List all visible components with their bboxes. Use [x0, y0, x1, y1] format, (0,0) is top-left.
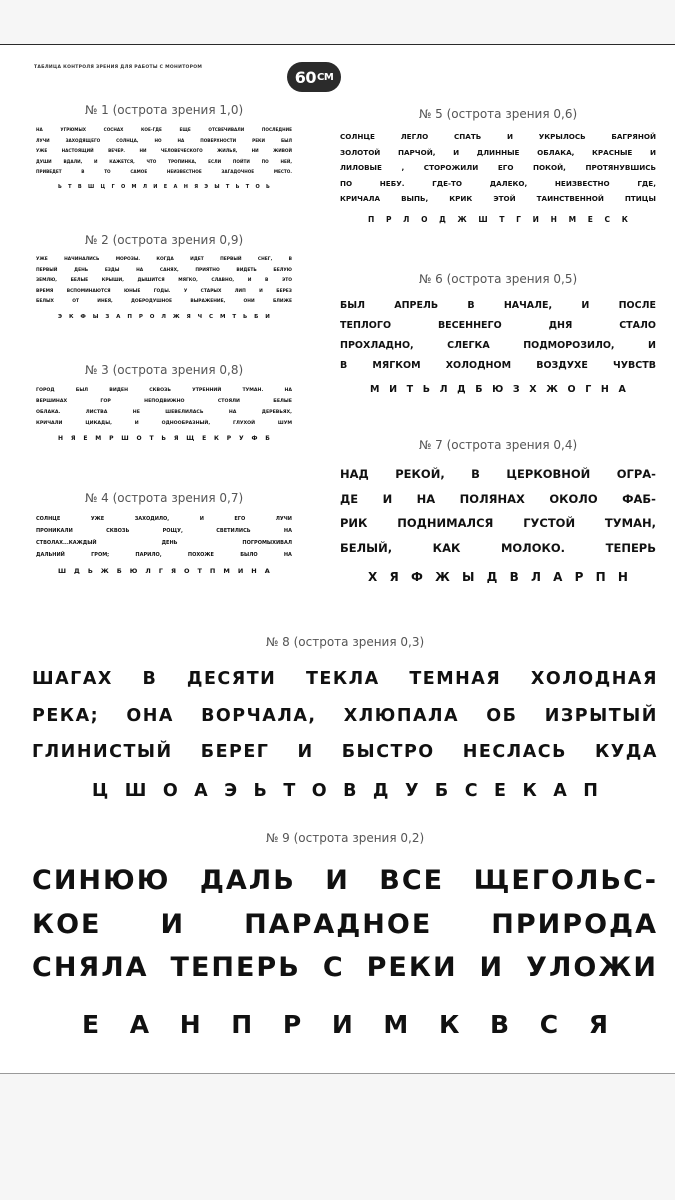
test-letter: А [129, 1009, 150, 1039]
test-letter: Ш [58, 567, 67, 575]
test-letter: Т [499, 214, 505, 224]
section-4 [36, 491, 292, 575]
text-line: СИНЮЮ ДАЛЬ И ВСЕ ЩЕГОЛЬС- [32, 865, 658, 896]
test-letter: Т [406, 384, 414, 395]
test-letter: Д [372, 780, 389, 801]
test-letter: Ь [243, 313, 248, 320]
test-letter: М [131, 183, 137, 190]
test-letter: Ц [100, 183, 106, 190]
test-letter: Э [204, 183, 209, 190]
test-letter: Ж [100, 567, 109, 575]
test-letter: Р [109, 435, 114, 442]
text-line: БЫЛ АПРЕЛЬ В НАЧАЛЕ, И ПОСЛЕ [340, 300, 656, 311]
text-line: СОЛНЦЕ ЛЕГЛО СПАТЬ И УКРЫЛОСЬ БАГРЯНОЙ [340, 132, 656, 141]
test-letter: Т [232, 313, 237, 320]
test-letter: Б [475, 384, 483, 395]
test-letter: Ч [197, 313, 203, 320]
section-9 [32, 831, 658, 1039]
test-letter: Б [254, 313, 259, 320]
test-letter: Ж [457, 214, 467, 224]
test-letter: Я [170, 567, 176, 575]
test-letter: Л [142, 183, 147, 190]
test-letter: Ь [253, 780, 267, 801]
test-letter: И [237, 567, 244, 575]
section-5 [340, 107, 656, 224]
test-letter: Н [617, 570, 628, 584]
test-letter: Ж [172, 313, 180, 320]
test-letter: Ь [235, 183, 240, 190]
test-letter: Н [179, 1009, 201, 1039]
test-letter: В [490, 1009, 510, 1039]
reading-paragraph [36, 255, 292, 308]
section-3 [36, 363, 292, 442]
test-letter: Е [83, 435, 88, 442]
letter-row [340, 215, 656, 224]
test-letter: Ь [422, 384, 431, 395]
section-heading: № 1 (острота зрения 1,0) [84, 103, 244, 117]
text-line: СТВОЛАХ...КАЖДЫЙ ДЕНЬ ПОГРОМЫХИВАЛ [36, 540, 292, 546]
test-letter: С [464, 780, 478, 801]
test-letter: Ы [462, 570, 475, 584]
letter-row [32, 1010, 658, 1039]
test-letter: О [421, 214, 428, 224]
section-2 [36, 233, 292, 320]
test-letter: Ш [478, 214, 488, 224]
test-letter: Ы [92, 313, 99, 320]
test-letter: Б [265, 435, 270, 442]
distance-unit: СМ [316, 71, 334, 83]
test-letter: В [343, 780, 357, 801]
test-letter: Н [183, 183, 188, 190]
letter-row [340, 570, 656, 584]
text-line: ВРЕМЯ ВСПОМИНАЮТСЯ ЮНЫЕ ГОДЫ. У СТАРЫХ ЛИП И БЕРЕЗ [36, 288, 292, 294]
text-line: НАД РЕКОЙ, В ЦЕРКОВНОЙ ОГРА- [340, 467, 656, 481]
section-7 [340, 438, 656, 584]
text-line: УЖЕ НАЧИНАЛИСЬ МОРОЗЫ. КОГДА ИДЕТ ПЕРВЫЙ СНЕГ, В [36, 257, 292, 262]
test-letter: Т [197, 567, 202, 575]
test-letter: А [553, 570, 563, 584]
letter-row [36, 435, 292, 442]
vision-chart-sheet [0, 44, 675, 1074]
test-letter: Г [585, 384, 592, 395]
test-letter: И [265, 313, 270, 320]
test-letter: А [116, 313, 121, 320]
text-line: В МЯГКОМ ХОЛОДНОМ ВОЗДУХЕ ЧУВСТВ [340, 360, 656, 371]
test-letter: Г [516, 214, 521, 224]
text-line: ГЛИНИСТЫЙ БЕРЕГ И БЫСТРО НЕСЛАСЬ КУДА [32, 742, 658, 762]
text-line: ПО НЕБУ. ГДЕ-ТО ДАЛЕКО, НЕИЗВЕСТНО ГДЕ, [340, 178, 656, 188]
test-letter: Я [588, 1009, 608, 1039]
test-letter: О [162, 780, 178, 801]
text-line: ЗЕМЛЮ, БЕЛЫЕ КРЫШИ, ДЫШИТСЯ МЯГКО, СЛАВНО, И В ЭТО [36, 278, 292, 283]
section-heading: № 4 (острота зрения 0,7) [84, 491, 244, 505]
test-letter: У [238, 435, 244, 442]
distance-value: 60 [294, 67, 316, 87]
test-letter: Р [385, 214, 392, 224]
text-line: ДАЛЬНИЙ ГРОМ; ПАРИЛО, ПОХОЖЕ БЫЛО НА [36, 552, 292, 558]
test-letter: З [105, 313, 110, 320]
test-letter: Ю [129, 567, 138, 575]
test-letter: Е [163, 183, 168, 190]
test-letter: Р [138, 313, 143, 320]
test-letter: Ш [121, 435, 129, 442]
test-letter: М [219, 313, 226, 320]
text-line: ПЕРВЫЙ ДЕНЬ ЕЗДЫ НА САНЯХ, ПРИЯТНО ВИДЕТЬ БЕЛУЮ [36, 267, 292, 273]
test-letter: Ь [266, 183, 270, 190]
test-letter: Ш [87, 183, 95, 190]
test-letter: А [553, 780, 567, 801]
test-letter: Д [486, 570, 498, 584]
test-letter: Л [439, 384, 448, 395]
test-letter: М [568, 214, 577, 224]
reading-paragraph [340, 129, 656, 207]
text-line: НА УГРЮМЫХ СОСНАХ КОЕ-ГДЕ ЕЩЕ ОТСВЕЧИВАЛИ ПОСЛЕДНИЕ [36, 127, 292, 132]
test-letter: К [68, 313, 74, 320]
section-1 [36, 103, 292, 190]
test-letter: П [209, 567, 216, 575]
test-letter: П [595, 570, 606, 584]
letter-row [340, 384, 656, 395]
test-letter: Н [600, 384, 609, 395]
test-letter: О [149, 313, 155, 320]
test-letter: У [404, 780, 419, 801]
test-letter: Ж [435, 570, 450, 584]
test-letter: Е [494, 780, 507, 801]
test-letter: Ф [80, 313, 86, 320]
test-letter: З [512, 384, 520, 395]
section-6 [340, 272, 656, 395]
section-heading: № 9 (острота зрения 0,2) [265, 831, 425, 845]
text-line: ЛИЛОВЫЕ , СТОРОЖИЛИ ЕГО ПОКОЙ, ПРОТЯНУВШИСЬ [340, 163, 656, 172]
text-line: ПРИВЕДЕТ В ТО САМОЕ НЕИЗВЕСТНОЕ ЗАГАДОЧНОЕ МЕСТО. [36, 169, 292, 174]
text-line: КРИЧАЛА ВЫПЬ, КРИК ЭТОЙ ТАИНСТВЕННОЙ ПТИЦЫ [340, 194, 656, 203]
text-line: БЕЛЫХ ОТ ИНЕЯ, ДОБРОДУШНОЕ ВЫРАЖЕНИЕ, ОНИ БЛИЖЕ [36, 299, 292, 304]
text-line: ДЕ И НА ПОЛЯНАХ ОКОЛО ФАБ- [340, 491, 656, 506]
reading-paragraph [340, 462, 656, 560]
test-letter: Т [68, 183, 72, 190]
section-heading: № 8 (острота зрения 0,3) [265, 635, 425, 649]
test-letter: С [604, 214, 611, 224]
test-letter: Г [158, 567, 163, 575]
chart-title: ТАБЛИЦА КОНТРОЛЯ ЗРЕНИЯ ДЛЯ РАБОТЫ С МОНИТОРОМ [34, 65, 203, 70]
test-letter: Т [245, 183, 250, 190]
test-letter: И [532, 214, 539, 224]
test-letter: Я [194, 183, 199, 190]
test-letter: Я [173, 435, 179, 442]
text-line: ШАГАХ В ДЕСЯТИ ТЕКЛА ТЕМНАЯ ХОЛОДНАЯ [32, 669, 658, 689]
test-letter: Н [550, 214, 557, 224]
test-letter: Ь [87, 567, 93, 575]
test-letter: Т [283, 780, 296, 801]
test-letter: Ц [92, 780, 109, 801]
test-letter: Д [74, 567, 80, 575]
test-letter: Т [225, 183, 230, 190]
test-letter: А [618, 384, 626, 395]
text-line: РЕКА; ОНА ВОРЧАЛА, ХЛЮПАЛА ОБ ИЗРЫТЫЙ [32, 705, 658, 726]
test-letter: М [223, 567, 230, 575]
letter-row [36, 567, 292, 575]
test-letter: Н [251, 567, 257, 575]
reading-paragraph [32, 859, 658, 990]
text-line: ПРОХЛАДНО, СЛЕГКА ПОДМОРОЗИЛО, И [340, 340, 656, 351]
test-letter: Я [186, 313, 191, 320]
text-line: ЗОЛОТОЙ ПАРЧОЙ, И ДЛИННЫЕ ОБЛАКА, КРАСНЫЕ И [340, 147, 656, 157]
test-letter: Л [145, 567, 151, 575]
text-line: СОЛНЦЕ УЖЕ ЗАХОДИЛО, И ЕГО ЛУЧИ [36, 516, 292, 522]
text-line: РИК ПОДНИМАЛСЯ ГУСТОЙ ТУМАН, [340, 516, 656, 530]
test-letter: Н [58, 435, 64, 442]
section-heading: № 5 (острота зрения 0,6) [418, 107, 578, 121]
reading-paragraph [32, 661, 658, 771]
test-letter: Б [434, 780, 449, 801]
test-letter: О [311, 780, 327, 801]
test-letter: Е [82, 1009, 100, 1039]
text-line: КРИЧАЛИ ЦИКАДЫ, И ОДНООБРАЗНЫЙ, ГЛУХОЙ ШУМ [36, 421, 292, 426]
letter-row [32, 781, 658, 801]
test-letter: Ж [546, 384, 558, 395]
test-letter: Э [224, 780, 238, 801]
test-letter: В [509, 570, 519, 584]
test-letter: М [370, 384, 380, 395]
text-line: ВЕРШИНАХ ГОР НЕПОДВИЖНО СТОЯЛИ БЕЛЫЕ [36, 399, 292, 404]
test-letter: Е [202, 435, 207, 442]
test-letter: П [127, 313, 132, 320]
test-letter: Ф [251, 435, 258, 442]
test-letter: Ь [58, 183, 62, 190]
test-letter: Л [403, 214, 410, 224]
letter-row [36, 184, 292, 190]
test-letter: Ю [492, 384, 504, 395]
test-letter: Ь [161, 435, 166, 442]
text-line: КОЕ И ПАРАДНОЕ ПРИРОДА [32, 908, 658, 940]
test-letter: Т [149, 435, 154, 442]
text-line: ГОРОД БЫЛ ВИДЕН СКВОЗЬ УТРЕННИЙ ТУМАН. НА [36, 388, 292, 393]
test-letter: Л [161, 313, 166, 320]
test-letter: Д [457, 384, 466, 395]
test-letter: К [214, 435, 219, 442]
text-line: УЖЕ НАСТОЯЩИЙ ВЕЧЕР. НИ ЧЕЛОВЕЧЕСКОГО ЖИЛЬЯ, НИ ЖИВОЙ [36, 148, 292, 153]
test-letter: Х [368, 570, 378, 584]
section-8 [32, 635, 658, 801]
text-line: ПРОНИКАЛИ СКВОЗЬ РОЩУ, СВЕТИЛИСЬ НА [36, 528, 292, 534]
test-letter: Я [70, 435, 76, 442]
test-letter: Р [282, 1009, 302, 1039]
text-line: ОБЛАКА. ЛИСТВА НЕ ШЕВЕЛИЛАСЬ НА ДЕРЕВЬЯХ, [36, 410, 292, 415]
test-letter: О [136, 435, 142, 442]
section-heading: № 6 (острота зрения 0,5) [418, 272, 578, 286]
test-letter: Я [389, 570, 399, 584]
test-letter: Э [58, 313, 63, 320]
test-letter: О [120, 183, 126, 190]
text-line: БЕЛЫЙ, КАК МОЛОКО. ТЕПЕРЬ [340, 540, 656, 555]
test-letter: М [95, 435, 102, 442]
test-letter: И [389, 384, 398, 395]
test-letter: И [331, 1009, 353, 1039]
text-line: ЛУЧИ ЗАХОДЯЩЕГО СОЛНЦА, НО НА ПОВЕРХНОСТИ РЕКИ БЫЛ [36, 137, 292, 143]
section-heading: № 2 (острота зрения 0,9) [84, 233, 244, 247]
test-letter: Щ [186, 435, 195, 442]
test-letter: В [77, 183, 82, 190]
test-letter: Б [116, 567, 122, 575]
test-letter: К [522, 780, 537, 801]
section-heading: № 3 (острота зрения 0,8) [84, 363, 244, 377]
test-letter: Ф [410, 570, 423, 584]
test-letter: А [173, 183, 178, 190]
test-letter: А [264, 567, 270, 575]
test-letter: Е [587, 214, 593, 224]
test-letter: Г [111, 183, 115, 190]
reading-paragraph [36, 513, 292, 561]
test-letter: П [583, 780, 598, 801]
test-letter: А [194, 780, 208, 801]
test-letter: М [383, 1009, 409, 1039]
test-letter: О [255, 183, 260, 190]
test-letter: П [231, 1009, 253, 1039]
section-heading: № 7 (острота зрения 0,4) [418, 438, 578, 452]
test-letter: К [621, 214, 628, 224]
test-letter: С [539, 1009, 559, 1039]
test-letter: П [368, 214, 375, 224]
reading-paragraph [36, 385, 292, 429]
text-line: СНЯЛА ТЕПЕРЬ С РЕКИ И УЛОЖИ [32, 952, 658, 983]
distance-badge [287, 62, 341, 92]
test-letter: С [209, 313, 214, 320]
reading-paragraph [36, 125, 292, 178]
test-letter: Р [574, 570, 584, 584]
letter-row [36, 314, 292, 320]
test-letter: Д [439, 214, 446, 224]
test-letter: К [438, 1009, 460, 1039]
test-letter: Ш [124, 780, 147, 801]
test-letter: Ы [214, 183, 220, 190]
test-letter: Л [530, 570, 541, 584]
text-line: ТЕПЛОГО ВЕСЕННЕГО ДНЯ СТАЛО [340, 320, 656, 331]
test-letter: Р [226, 435, 232, 442]
test-letter: И [153, 183, 158, 190]
text-line: ДУШИ ВДАЛИ, И КАЖЕТСЯ, ЧТО ТРОПИНКА, ЕСЛИ ПОЙТИ ПО НЕЙ, [36, 158, 292, 164]
test-letter: О [183, 567, 190, 575]
reading-paragraph [340, 296, 656, 376]
test-letter: Х [529, 384, 537, 395]
test-letter: О [567, 384, 576, 395]
